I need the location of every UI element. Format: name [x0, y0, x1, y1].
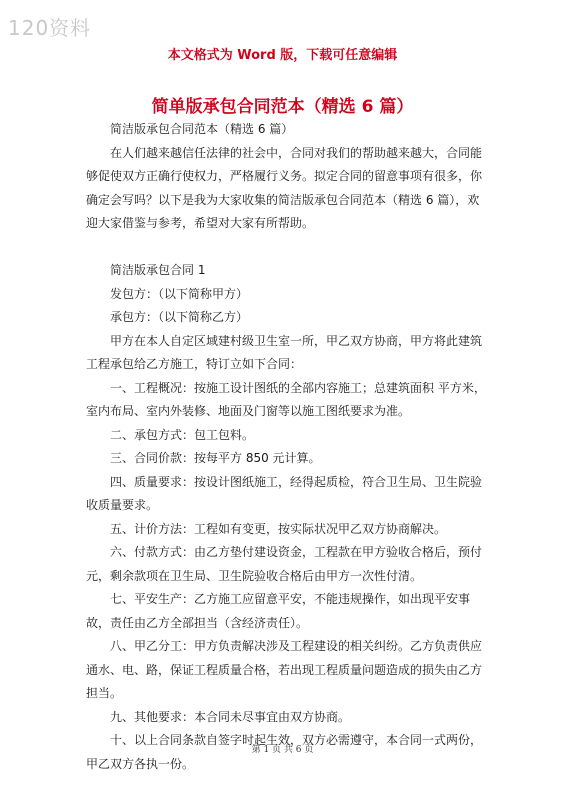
clause-6: 六、付款方式：由乙方垫付建设资金，工程款在甲方验收合格后，预付 元，剩余款项在卫生局、卫生院验收合格后由甲方一次性付清。 — [86, 545, 483, 583]
party-a-line: 发包方：（以下简称甲方） — [110, 286, 249, 301]
contract-heading: 简洁版承包合同 1 — [110, 263, 206, 277]
watermark: 120资料 — [8, 16, 92, 40]
intro-paragraph: 在人们越来越信任法律的社会中，合同对我们的帮助越来越大，合同能够促使双方正确行使权力，严格履行义务。拟定合同的留意事项有很多，你确定会写吗？以下是我为大家收集的简洁版承包合同范本（精选 6 篇），欢迎大家借鉴与参考，希望对大家有所帮助。 — [86, 145, 483, 230]
page-number: 第 1 页 共 6 页 — [251, 745, 314, 755]
clause-4: 四、质量要求：按设计图纸施工，经得起质检，符合卫生局、卫生院验收质量要求。 — [86, 474, 483, 512]
document-title: 简单版承包合同范本（精选 6 篇） — [151, 97, 414, 117]
clause-7: 七、平安生产：乙方施工应留意平安，不能违规操作，如出现平安事故，责任由乙方全部担当（含经济责任）。 — [86, 592, 471, 630]
clause-3: 三、合同价款：按每平方 850 元计算。 — [110, 451, 321, 465]
document-body — [86, 118, 486, 776]
clause-10: 十、以上合同条款自签字时起生效，双方必需遵守，本合同一式两份，甲乙双方各执一份。 — [86, 733, 483, 771]
clause-5: 五、计价方法：工程如有变更，按实际状况甲乙双方协商解决。 — [110, 521, 447, 536]
format-notice: 本文格式为 Word 版，下载可任意编辑 — [167, 48, 398, 63]
clause-9: 九、其他要求：本合同未尽事宜由双方协商。 — [110, 709, 351, 724]
blank-line — [86, 236, 486, 260]
subtitle-paragraph: 简洁版承包合同范本（精选 6 篇） — [110, 122, 294, 136]
clause-2: 二、承包方式：包工包料。 — [110, 427, 255, 442]
clause-1: 一、工程概况：按施工设计图纸的全部内容施工；总建筑面积 平方米，室内布局、室内外装修、地面及门窗等以施工图纸要求为准。 — [86, 380, 486, 418]
clause-8: 八、甲乙分工：甲方负责解决涉及工程建设的相关纠纷。乙方负责供应通水、电、路，保证工程质量合格，若出现工程质量问题造成的损失由乙方担当。 — [86, 639, 483, 700]
party-b-line: 承包方：（以下简称乙方） — [110, 310, 249, 324]
contract-preamble: 甲方在本人自定区域建村级卫生室一所，甲乙双方协商，甲方将此建筑工程承包给乙方施工，特订立如下合同： — [86, 333, 483, 371]
